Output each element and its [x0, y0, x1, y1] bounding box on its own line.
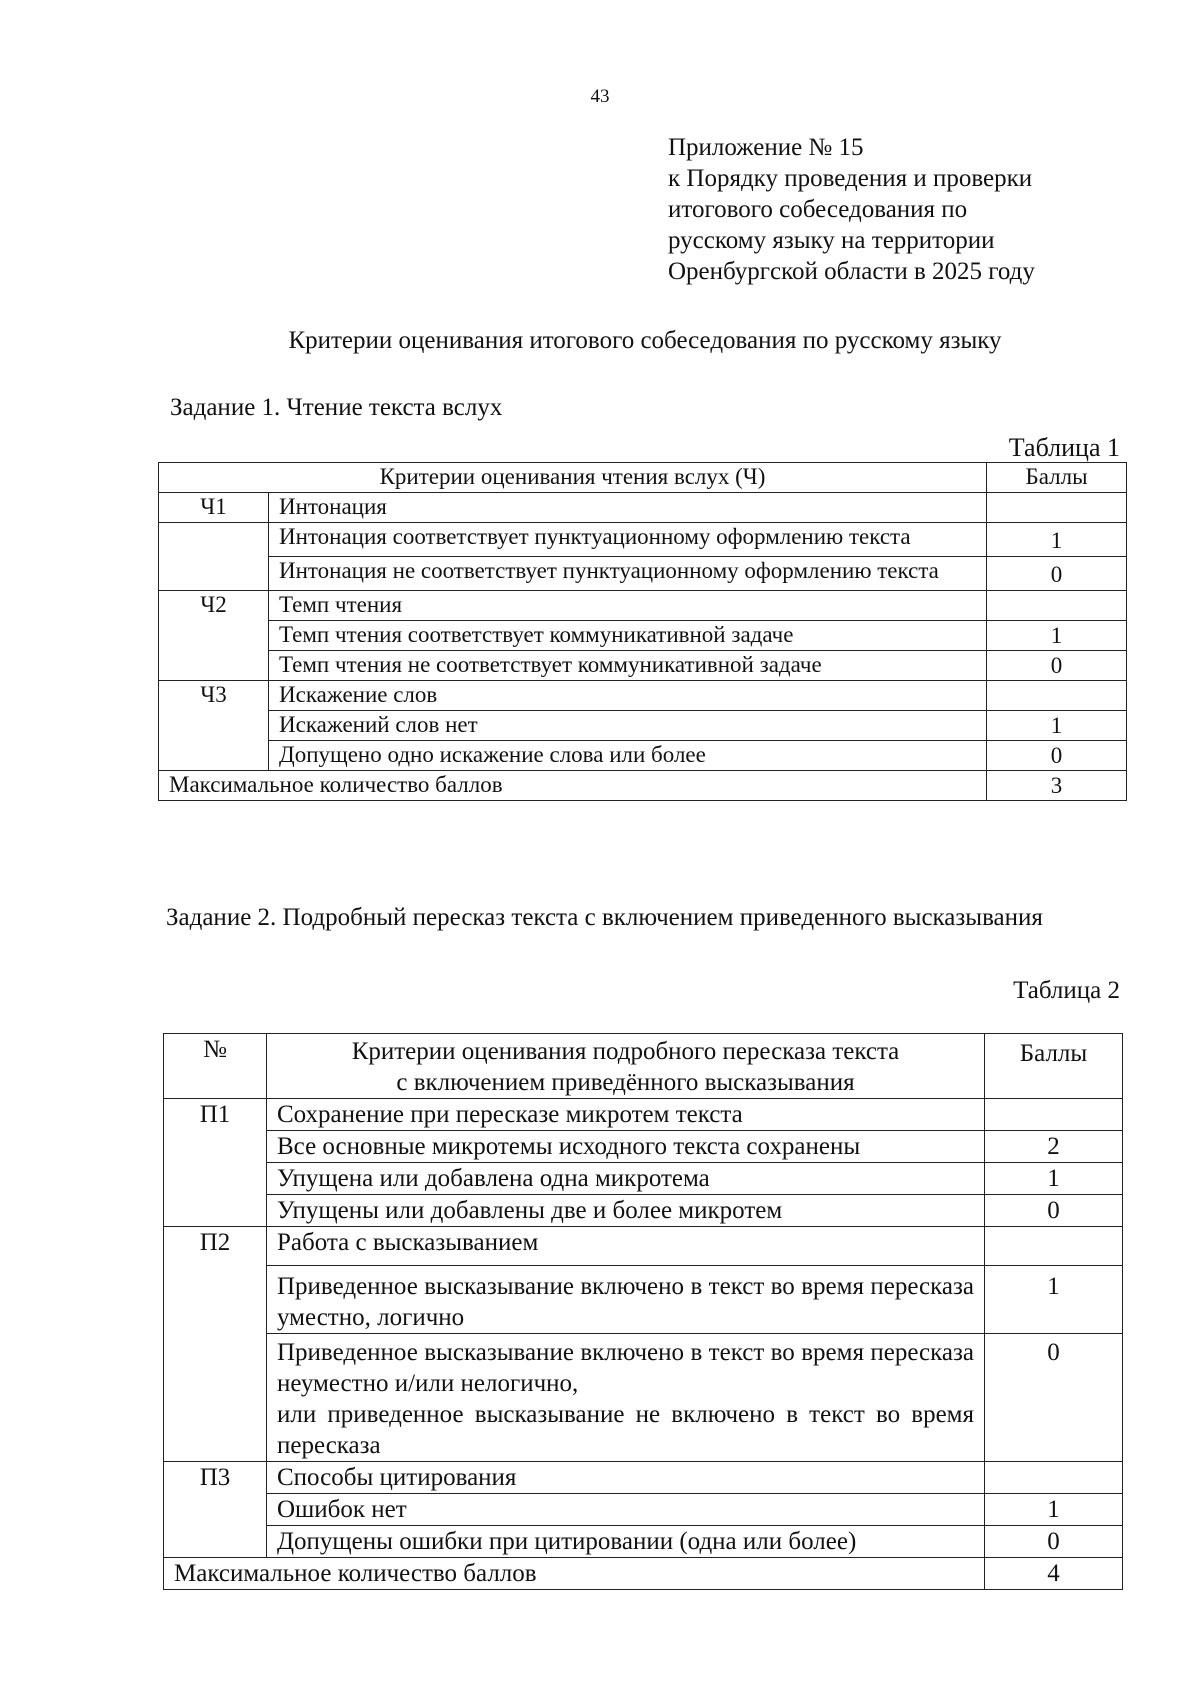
criterion-item: Темп чтения соответствует коммуникативной задаче — [269, 621, 987, 651]
table-row — [164, 1227, 1123, 1266]
table2-caption: Таблица 2 — [1013, 977, 1120, 1004]
criterion-score: 0 — [985, 1334, 1123, 1462]
criterion-code: Ч2 — [159, 591, 269, 681]
appendix-line: итогового собеседования по — [668, 196, 968, 223]
table-row — [159, 591, 1127, 621]
table-row — [164, 1099, 1123, 1131]
criterion-score: 1 — [985, 1163, 1123, 1195]
criterion-item — [267, 1334, 985, 1462]
max-score-value: 4 — [985, 1558, 1123, 1590]
criterion-item: Темп чтения не соответствует коммуникативной задаче — [269, 651, 987, 681]
criterion-item: Допущено одно искажение слова или более — [269, 741, 987, 771]
criterion-code: П2 — [164, 1227, 267, 1462]
task1-heading: Задание 1. Чтение текста вслух — [170, 394, 503, 421]
criterion-title: Интонация — [269, 493, 987, 523]
table-row — [159, 711, 1127, 741]
criterion-score: 0 — [987, 651, 1127, 681]
criterion-item: Допущены ошибки при цитировании (одна или более) — [267, 1526, 985, 1558]
appendix-line: Оренбургской области в 2025 году — [668, 258, 1035, 285]
criterion-title: Работа с высказыванием — [267, 1227, 985, 1266]
criterion-code: П3 — [164, 1462, 267, 1558]
table-row — [164, 1266, 1123, 1334]
criterion-score-empty — [985, 1462, 1123, 1494]
criterion-score: 1 — [987, 711, 1127, 741]
appendix-line: Приложение № 15 — [668, 134, 864, 161]
criterion-score-empty — [985, 1099, 1123, 1131]
criterion-code: Ч1 — [159, 493, 269, 523]
table-row — [159, 557, 1127, 591]
table-header-row — [159, 463, 1127, 493]
table-header-row — [164, 1034, 1123, 1099]
max-score-value: 3 — [987, 771, 1127, 801]
table-row — [164, 1163, 1123, 1195]
table-row — [164, 1334, 1123, 1462]
table1-caption: Таблица 1 — [1008, 433, 1120, 462]
appendix-line: к Порядку проведения и проверки — [668, 165, 1033, 192]
criterion-item: Ошибок нет — [267, 1494, 985, 1526]
criterion-item-line: или приведенное высказывание не включено в текст во время пересказа — [277, 1401, 974, 1459]
criterion-item: Искажений слов нет — [269, 711, 987, 741]
table-row — [159, 523, 1127, 557]
criterion-score: 0 — [985, 1526, 1123, 1558]
page-number: 43 — [590, 86, 610, 107]
appendix-block — [668, 132, 1035, 287]
criterion-code: П1 — [164, 1099, 267, 1227]
criterion-score: 1 — [987, 621, 1127, 651]
criterion-score: 1 — [985, 1494, 1123, 1526]
criterion-score-empty — [987, 493, 1127, 523]
criterion-item: Приведенное высказывание включено в текст во время пересказа уместно, логично — [267, 1266, 985, 1334]
criterion-item: Интонация не соответствует пунктуационному оформлению текста — [269, 557, 987, 591]
criterion-title: Искажение слов — [269, 681, 987, 711]
criterion-score: 0 — [987, 557, 1127, 591]
max-score-label: Максимальное количество баллов — [159, 771, 987, 801]
column-header-criteria-line: Критерии оценивания подробного пересказа текста — [351, 1038, 900, 1065]
table1-reading-criteria — [158, 462, 1127, 801]
criterion-title: Сохранение при пересказе микротем текста — [267, 1099, 985, 1131]
criterion-item: Интонация соответствует пунктуационному оформлению текста — [269, 523, 987, 557]
table-row — [159, 493, 1127, 523]
criterion-score: 1 — [987, 523, 1127, 557]
criterion-score: 2 — [985, 1131, 1123, 1163]
column-header-criteria-line: с включением приведённого высказывания — [396, 1069, 855, 1096]
column-header-criteria: Критерии оценивания чтения вслух (Ч) — [159, 463, 987, 493]
criterion-title: Темп чтения — [269, 591, 987, 621]
table-total-row — [164, 1558, 1123, 1590]
table-row — [159, 651, 1127, 681]
criterion-score: 1 — [985, 1266, 1123, 1334]
column-header-criteria — [267, 1034, 985, 1099]
max-score-label: Максимальное количество баллов — [164, 1558, 985, 1590]
appendix-line: русскому языку на территории — [668, 227, 995, 254]
table-row — [164, 1462, 1123, 1494]
column-header-score: Баллы — [985, 1034, 1123, 1099]
document-title: Критерии оценивания итогового собеседования по русскому языку — [288, 327, 1002, 354]
criterion-title: Способы цитирования — [267, 1462, 985, 1494]
task2-heading: Задание 2. Подробный пересказ текста с включением приведенного высказывания — [166, 904, 1043, 931]
criterion-item: Все основные микротемы исходного текста сохранены — [267, 1131, 985, 1163]
criterion-item: Упущена или добавлена одна микротема — [267, 1163, 985, 1195]
column-header-score: Баллы — [987, 463, 1127, 493]
criterion-item: Упущены или добавлены две и более микротем — [267, 1195, 985, 1227]
table-row — [164, 1195, 1123, 1227]
criterion-score-empty — [987, 681, 1127, 711]
criterion-score: 0 — [987, 741, 1127, 771]
table-row — [159, 741, 1127, 771]
criterion-score: 0 — [985, 1195, 1123, 1227]
table-row — [164, 1131, 1123, 1163]
table-row — [164, 1526, 1123, 1558]
table2-retelling-criteria — [163, 1033, 1123, 1590]
criterion-item-line: Приведенное высказывание включено в текст во время пересказа неуместно и/или нелогично, — [277, 1339, 974, 1397]
column-header-number: № — [164, 1034, 267, 1099]
table-row — [159, 681, 1127, 711]
criterion-code-empty — [159, 523, 269, 591]
table-total-row — [159, 771, 1127, 801]
criterion-code: Ч3 — [159, 681, 269, 771]
table-row — [164, 1494, 1123, 1526]
table-row — [159, 621, 1127, 651]
criterion-score-empty — [987, 591, 1127, 621]
criterion-score-empty — [985, 1227, 1123, 1266]
